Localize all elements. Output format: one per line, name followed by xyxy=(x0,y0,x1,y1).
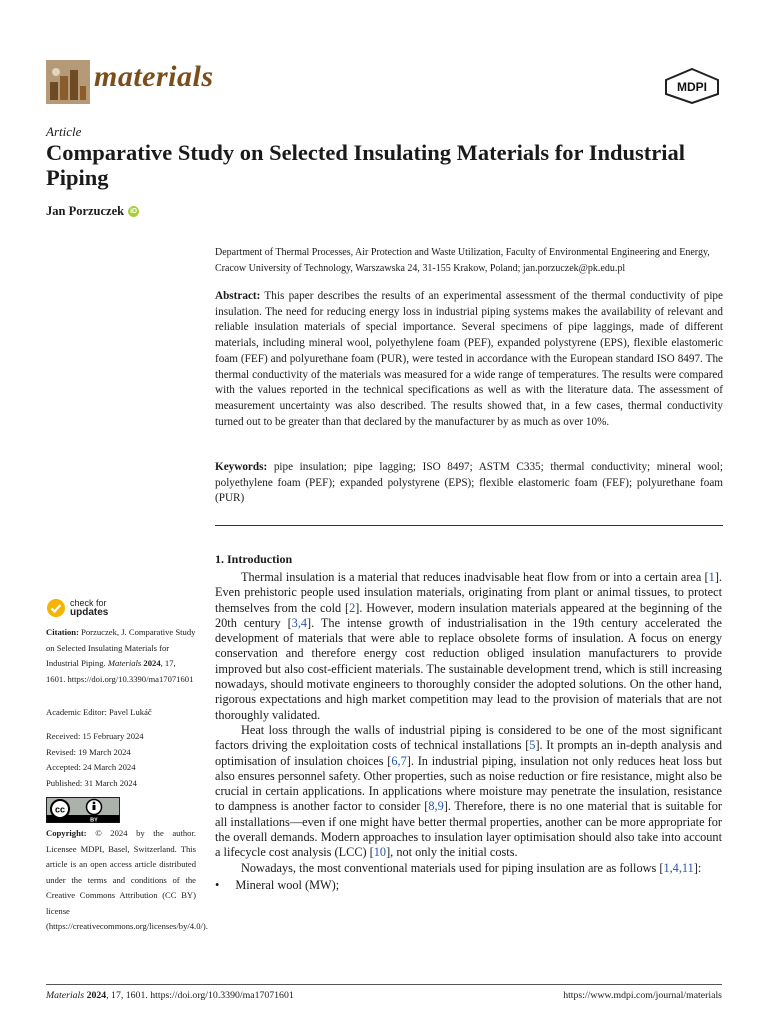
paragraph: Heat loss through the walls of industrial piping is considered to be one of the most significant factors driving the exploitation costs of technical installations [5]. It prompts an in-depth analysis and optimisation of insulation choices [6,7]. In industrial piping, insulation not only reduces heat loss but also ensures personnel safety. Other properties, such as noise reduction or fire resistance, might also be crucial in certain applications. In applications where moisture may penetrate the insulation, resistance to dampness is another factor to consider [8,9]. Therefore, there is no one material that is suitable for all installations—even if one might have better thermal properties, another can be more appropriate for the overall demands. Modern approaches to insulation layer optimisation should also take into account a lifecycle cost analysis (LCC) [10], not only the initial costs. xyxy=(215,722,723,860)
reference-link[interactable]: 3,4 xyxy=(291,615,308,630)
list-item xyxy=(215,878,722,893)
reference-link[interactable]: 8,9 xyxy=(428,799,444,814)
footer-citation: Materials 2024, 17, 1601. https://doi.org/10.3390/ma17071601 xyxy=(46,990,294,1001)
copyright xyxy=(46,826,208,935)
accepted-date: Accepted: 24 March 2024 xyxy=(46,762,136,772)
footer-divider xyxy=(46,984,722,985)
copyright-text: © 2024 by the author. Licensee MDPI, Basel, Switzerland. This article is an open access article distributed under the terms and conditions of the Creative Commons Attribution (CC BY) license (https://creativecommons.org/licenses/by/4.0/). xyxy=(46,828,208,931)
body-text xyxy=(215,570,722,893)
paragraph: Thermal insulation is a material that reduces inadvisable heat flow from or into a certain area [1]. Even prehistoric people used insulation materials, originating from plant or animal tissues, to protect themselves from the cold [2]. However, modern insulation materials appeared at the beginning of the 20th century [3,4]. The intense growth of industrialisation in the 19th century accelerated the development of materials that were able to replace obsolete forms of insulation. A focus on energy conservation and therefore energy cost reduction obliged insulation manufacturers to provide improved but also cost-efficient materials. The sustainable development trend, which is still increasing nowadays, should motivate engineers to thoroughly consider the adopted solutions. On the other hand, rigorous expectations and high market competition may lead to the provision of materials that are not thoroughly validated. xyxy=(215,570,722,722)
dates xyxy=(46,729,196,791)
section-heading: 1. Introduction xyxy=(215,552,293,566)
mdpi-logo-icon xyxy=(664,68,720,104)
reference-link[interactable]: 2 xyxy=(349,600,356,615)
journal-name: materials xyxy=(94,60,214,93)
keywords xyxy=(215,460,723,507)
reference-link[interactable]: 1,4,11 xyxy=(663,860,694,875)
reference-link[interactable]: 1 xyxy=(708,570,715,584)
reference-link[interactable]: 6,7 xyxy=(391,753,407,768)
cc-by-label: BY xyxy=(90,817,98,823)
citation-label: Citation: xyxy=(46,627,79,637)
check-badge-icon xyxy=(46,598,66,618)
paragraph: Nowadays, the most conventional materials used for piping insulation are as follows [1,4,11]: xyxy=(241,860,702,875)
divider xyxy=(215,525,723,526)
check-line-1: check for xyxy=(70,598,107,608)
keywords-label: Keywords: xyxy=(215,461,268,473)
affiliation: Department of Thermal Processes, Air Protection and Waste Utilization, Faculty of Environmental Engineering and Energy, Cracow University of Technology, Warszawska 24, 31-155 Krakow, Poland; jan.porzuczek@pk.edu.pl xyxy=(215,247,710,274)
author-name: Jan Porzuczek xyxy=(46,204,125,218)
revised-date: Revised: 19 March 2024 xyxy=(46,746,131,757)
reference-link[interactable]: 5 xyxy=(529,738,536,753)
article-type: Article xyxy=(46,124,82,139)
academic-editor: Academic Editor: Pavel Lukáč xyxy=(46,707,152,717)
published-date: Published: 31 March 2024 xyxy=(46,777,137,788)
footer-url[interactable]: https://www.mdpi.com/journal/materials xyxy=(563,990,722,1001)
check-for-updates-button[interactable] xyxy=(46,598,108,618)
abstract xyxy=(215,289,723,430)
list-item-text: Mineral wool (MW); xyxy=(235,877,340,892)
received-date: Received: 15 February 2024 xyxy=(46,731,144,741)
cc-by-license-icon[interactable] xyxy=(46,797,120,823)
publisher-name: MDPI xyxy=(677,80,707,94)
citation: Citation: Porzuczek, J. Comparative Study on Selected Insulating Materials for Industrial Piping. Materials 2024, 17, 1601. https://doi.org/10.3390/ma17071601 xyxy=(46,627,196,684)
reference-link[interactable]: 10 xyxy=(373,845,387,860)
bullet-mark: • xyxy=(215,877,220,892)
orcid-icon[interactable]: iD xyxy=(130,208,138,215)
keywords-text: pipe insulation; pipe lagging; ISO 8497; ASTM C335; thermal conductivity; mineral wool; polyethylene foam (PEF); expanded polystyrene (EPS); flexible elastomeric foam (FEF); polyurethane foam (PUR) xyxy=(215,461,724,505)
abstract-text: This paper describes the results of an experimental assessment of the thermal conductivity of pipe insulation. The need for reducing energy loss in industrial piping systems makes the availability of relevant and reliable insulation materials of special importance. Several specimens of pipe laggings, made of different materials, including mineral wool, polyethylene foam (PEF), expanded polystyrene (EPS), flexible elastomeric foam (FEF) and polyurethane foam (PUR), were tested in accordance with the European standard ISO 8497. The thermal conductivity of the materials was measured for a wide range of temperatures. The results were compared with the values reported in the technical specifications as well as with the literature data. The assessment of measurement uncertainty was also described. The results showed that, in a few cases, thermal conductivity turned out to be greater than that declared by the manufacturer by as much as over 10%. xyxy=(215,290,723,428)
paper-title: Comparative Study on Selected Insulating Materials for Industrial Piping xyxy=(46,140,685,190)
check-line-2: updates xyxy=(70,607,109,618)
author xyxy=(46,204,139,219)
abstract-label: Abstract: xyxy=(215,290,261,302)
journal-logo-icon xyxy=(46,60,90,104)
svg-text:cc: cc xyxy=(54,804,66,815)
copyright-label: Copyright: xyxy=(46,828,87,838)
